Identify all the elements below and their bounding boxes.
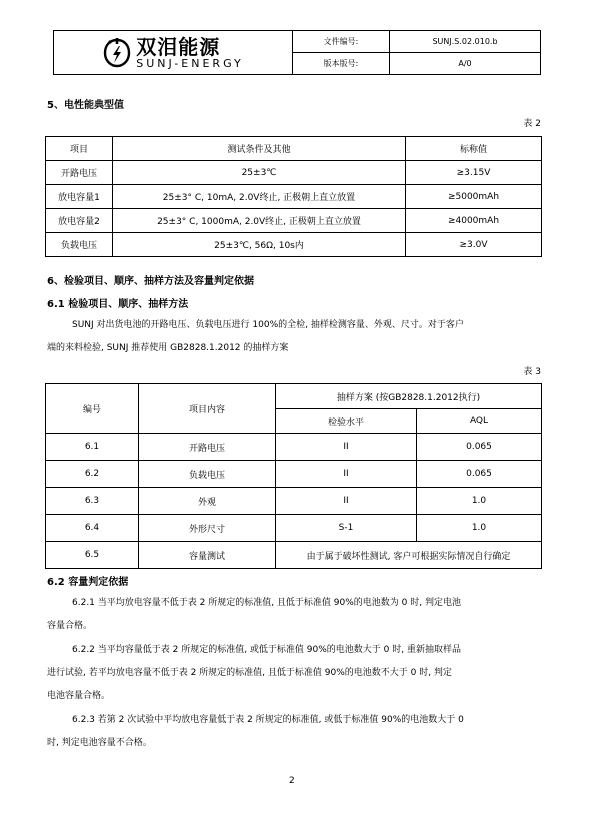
- table-cell: 外观: [139, 488, 276, 515]
- table-cell: 由于属于破坏性测试, 客户可根据实际情况自行确定: [276, 542, 542, 569]
- paragraph-6-2-3-line2: 时, 判定电池容量不合格。: [47, 738, 152, 748]
- doc-no-value: SUNJ.S.02.010.b: [390, 31, 541, 53]
- paragraph-6-2-2-line3: 电池容量合格。: [47, 691, 111, 701]
- table-cell: II: [276, 434, 417, 461]
- table-cell: 25±3℃, 56Ω, 10s内: [113, 233, 406, 257]
- table-cell: 6.4: [46, 515, 139, 542]
- company-name-cn: 双泪能源: [136, 34, 221, 59]
- section-6-2-title: 6.2 容量判定依据: [47, 577, 129, 588]
- table-cell: 6.1: [46, 434, 139, 461]
- paragraph-6-1-line1: SUNJ 对出货电池的开路电压、负载电压进行 100%的全检, 抽样检测容量、外观、尺寸。对于客户: [72, 320, 464, 330]
- section-6-title: 6、检验项目、顺序、抽样方法及容量判定依据: [47, 276, 254, 287]
- table-2-header-condition: 测试条件及其他: [113, 137, 406, 161]
- table-cell: 6.5: [46, 542, 139, 569]
- table-3: [45, 383, 542, 569]
- page-number: 2: [289, 776, 295, 786]
- table-cell: 6.3: [46, 488, 139, 515]
- table-3-header-item: 项目内容: [139, 384, 276, 434]
- table-2-header-item: 项目: [46, 137, 113, 161]
- table-cell: 25±3℃: [113, 161, 406, 185]
- table-cell: 开路电压: [139, 434, 276, 461]
- paragraph-6-1-line2: 端的来料检验, SUNJ 推荐使用 GB2828.1.2012 的抽样方案: [47, 343, 289, 353]
- table-3-label: 表 3: [523, 367, 541, 377]
- paragraph-6-2-2-line2: 进行试验, 若平均放电容量不低于表 2 所规定的标准值, 且低于标准值 90%的电池数不大于 0 时, 判定: [47, 668, 452, 678]
- paragraph-6-2-1-line1: 6.2.1 当平均放电容量不低于表 2 所规定的标准值, 且低于标准值 90%的电池数为 0 时, 判定电池: [72, 598, 461, 608]
- version-label: 版本版号:: [293, 53, 390, 75]
- table-cell: 放电容量1: [46, 185, 113, 209]
- table-cell: ≥5000mAh: [406, 185, 542, 209]
- table-cell: ≥4000mAh: [406, 209, 542, 233]
- table-cell: II: [276, 488, 417, 515]
- table-2-header-nominal: 标称值: [406, 137, 542, 161]
- table-cell: S-1: [276, 515, 417, 542]
- section-5-title: 5、电性能典型值: [47, 100, 124, 111]
- table-cell: 25±3° C, 10mA, 2.0V终止, 正极朝上直立放置: [113, 185, 406, 209]
- section-6-1-title: 6.1 检验项目、顺序、抽样方法: [47, 299, 189, 310]
- version-value: A/0: [390, 53, 541, 75]
- sun-logo-icon: [102, 36, 132, 70]
- table-cell: 外形尺寸: [139, 515, 276, 542]
- table-3-header-no: 编号: [46, 384, 139, 434]
- table-row: [46, 209, 542, 233]
- company-name-en: SUNJ-ENERGY: [136, 56, 244, 70]
- table-cell: II: [276, 461, 417, 488]
- table-cell: ≥3.15V: [406, 161, 542, 185]
- table-row: [46, 434, 542, 461]
- table-row: [46, 185, 542, 209]
- table-3-header-plan: 抽样方案 (按GB2828.1.2012执行): [276, 384, 542, 409]
- paragraph-6-2-1-line2: 容量合格。: [47, 621, 93, 631]
- table-row: [46, 515, 542, 542]
- table-cell: 负载电压: [46, 233, 113, 257]
- table-cell: 0.065: [417, 434, 542, 461]
- table-cell: 负载电压: [139, 461, 276, 488]
- table-cell: 1.0: [417, 515, 542, 542]
- table-cell: 1.0: [417, 488, 542, 515]
- table-row: [46, 233, 542, 257]
- table-3-header-level: 检验水平: [276, 409, 417, 434]
- table-row: [46, 161, 542, 185]
- paragraph-6-2-3-line1: 6.2.3 若第 2 次试验中平均放电容量低于表 2 所规定的标准值, 或低于标准值 90%的电池数大于 0: [72, 715, 464, 725]
- table-row: [46, 542, 542, 569]
- paragraph-6-2-2-line1: 6.2.2 当平均容量低于表 2 所规定的标准值, 或低于标准值 90%的电池数大于 0 时, 重新抽取样品: [72, 645, 461, 655]
- table-2-label: 表 2: [523, 119, 541, 129]
- table-3-header-aql: AQL: [417, 409, 542, 434]
- doc-no-label: 文件编号:: [293, 31, 390, 53]
- table-cell: 容量测试: [139, 542, 276, 569]
- table-2: [45, 136, 542, 257]
- table-cell: 6.2: [46, 461, 139, 488]
- table-row: [46, 461, 542, 488]
- logo-cell: [54, 31, 293, 75]
- document-header: [53, 30, 541, 75]
- table-cell: 0.065: [417, 461, 542, 488]
- table-cell: ≥3.0V: [406, 233, 542, 257]
- table-cell: 25±3° C, 1000mA, 2.0V终止, 正极朝上直立放置: [113, 209, 406, 233]
- table-row: [46, 488, 542, 515]
- table-cell: 放电容量2: [46, 209, 113, 233]
- table-cell: 开路电压: [46, 161, 113, 185]
